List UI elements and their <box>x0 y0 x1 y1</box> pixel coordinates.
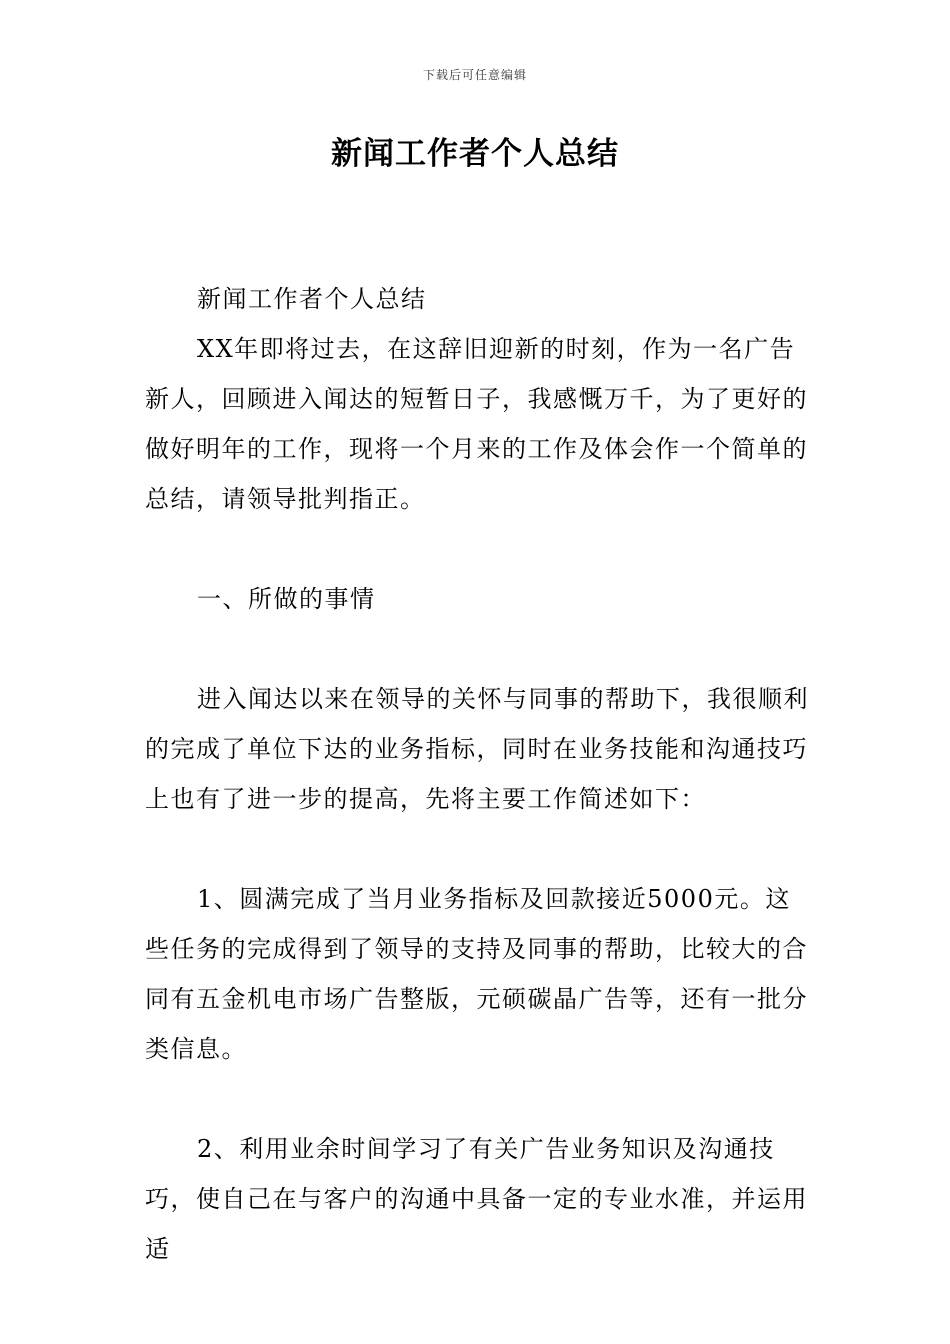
subtitle-paragraph: 新闻工作者个人总结 <box>197 285 427 313</box>
header-note: 下载后可任意编辑 <box>422 68 527 82</box>
section-heading: 一、所做的事情 <box>197 585 376 613</box>
list-item-1: 1、圆满完成了当月业务指标及回款接近5000元。这些任务的完成得到了领导的支持及同事的帮助，比较大的合同有五金机电市场广告整版，元硕碳晶广告等，还有一批分类信息。 <box>145 885 808 1063</box>
paragraph-gap <box>145 1074 815 1124</box>
document-title: 新闻工作者个人总结 <box>331 136 619 172</box>
paragraph-gap <box>145 824 815 874</box>
list-item-2: 2、利用业余时间学习了有关广告业务知识及沟通技巧，使自己在与客户的沟通中具备一定的专业水准，并运用适 <box>145 1135 808 1263</box>
section-body-paragraph: 进入闻达以来在领导的关怀与同事的帮助下，我很顺利的完成了单位下达的业务指标，同时在业务技能和沟通技巧上也有了进一步的提高，先将主要工作简述如下： <box>145 685 809 813</box>
document-body <box>145 274 815 1274</box>
intro-paragraph: XX年即将过去，在这辞旧迎新的时刻，作为一名广告新人，回顾进入闻达的短暂日子，我感慨万千，为了更好的做好明年的工作，现将一个月来的工作及体会作一个简单的总结，请领导批判指正。 <box>145 335 808 513</box>
paragraph-gap <box>145 524 815 574</box>
paragraph-gap <box>145 624 815 674</box>
